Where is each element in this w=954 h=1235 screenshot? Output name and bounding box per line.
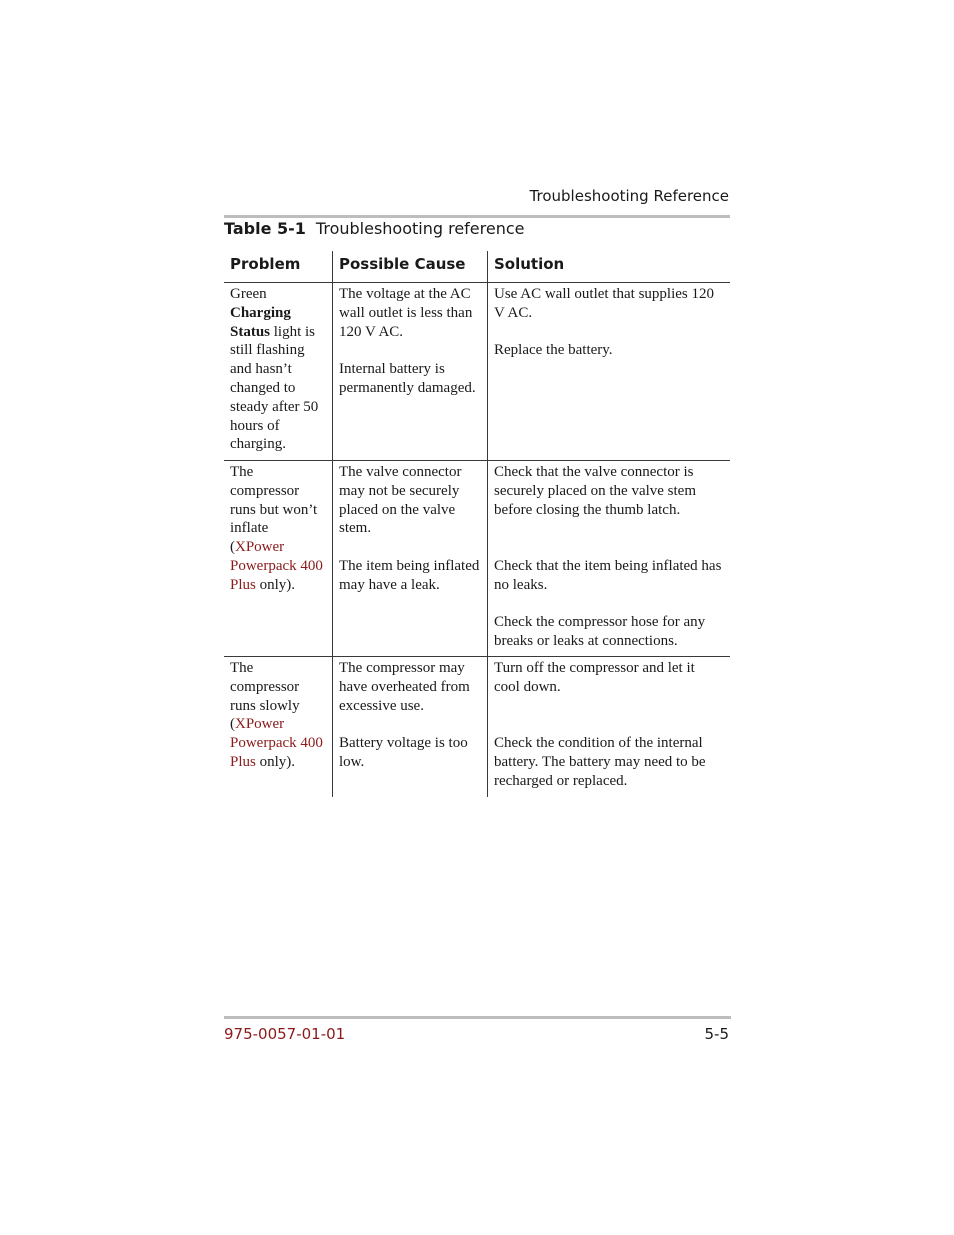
cause-cell	[332, 283, 487, 460]
footer-rule	[224, 1016, 731, 1019]
column-header-possible-cause: Possible Cause	[332, 251, 487, 282]
column-header-problem: Problem	[230, 255, 301, 273]
solution-text: Check the condition of the internal battery. The battery may need to be recharged or replaced.	[494, 735, 706, 789]
problem-cell: Green Charging Status light is still flashing and hasn’t changed to steady after 50 hours of charging.	[230, 286, 319, 453]
solution-text: Check the compressor hose for any breaks or leaks at connections.	[494, 614, 706, 650]
solution-text: Replace the battery.	[494, 342, 613, 359]
page-number: 5-5	[704, 1025, 729, 1043]
troubleshooting-table	[224, 251, 730, 797]
cause-text: The item being inflated may have a leak.	[339, 557, 480, 593]
table-number: Table 5-1	[224, 219, 306, 238]
solution-cell	[487, 657, 730, 797]
charging-status-label: Charging Status	[230, 304, 291, 340]
solution-cell	[487, 283, 730, 460]
document-number: 975-0057-01-01	[224, 1025, 346, 1043]
solution-text: Turn off the compressor and let it cool down.	[494, 660, 695, 695]
product-link[interactable]: XPower Powerpack 400 Plus	[230, 539, 323, 593]
column-header-solution: Solution	[487, 251, 730, 282]
problem-cell: The compressor runs but won’t inflate (XPower Powerpack 400 Plus only).	[230, 464, 323, 593]
solution-text: Check that the item being inflated has no leaks.	[494, 557, 722, 593]
cause-text: The compressor may have overheated from excessive use.	[339, 660, 470, 714]
solution-text: Use AC wall outlet that supplies 120 V AC.	[494, 286, 714, 321]
solution-cell	[487, 461, 730, 656]
cause-cell	[332, 657, 487, 797]
table-header-row	[224, 251, 730, 282]
table-row	[224, 282, 730, 460]
product-link[interactable]: XPower Powerpack 400 Plus	[230, 716, 323, 770]
table-row	[224, 656, 730, 797]
problem-cell: The compressor runs slowly (XPower Powerpack 400 Plus only).	[230, 660, 323, 770]
header-rule	[224, 215, 730, 218]
cause-cell	[332, 461, 487, 656]
running-header: Troubleshooting Reference	[529, 187, 729, 205]
cause-text: The valve connector may not be securely placed on the valve stem.	[339, 464, 462, 537]
cause-text: The voltage at the AC wall outlet is less than 120 V AC.	[339, 286, 473, 340]
table-row	[224, 460, 730, 656]
table-caption	[224, 219, 525, 238]
solution-text: Check that the valve connector is securely placed on the valve stem before closing the thumb latch.	[494, 464, 697, 518]
table-title: Troubleshooting reference	[315, 219, 525, 238]
cause-text: Internal battery is permanently damaged.	[339, 361, 476, 396]
cause-text: Battery voltage is too low.	[339, 735, 468, 770]
